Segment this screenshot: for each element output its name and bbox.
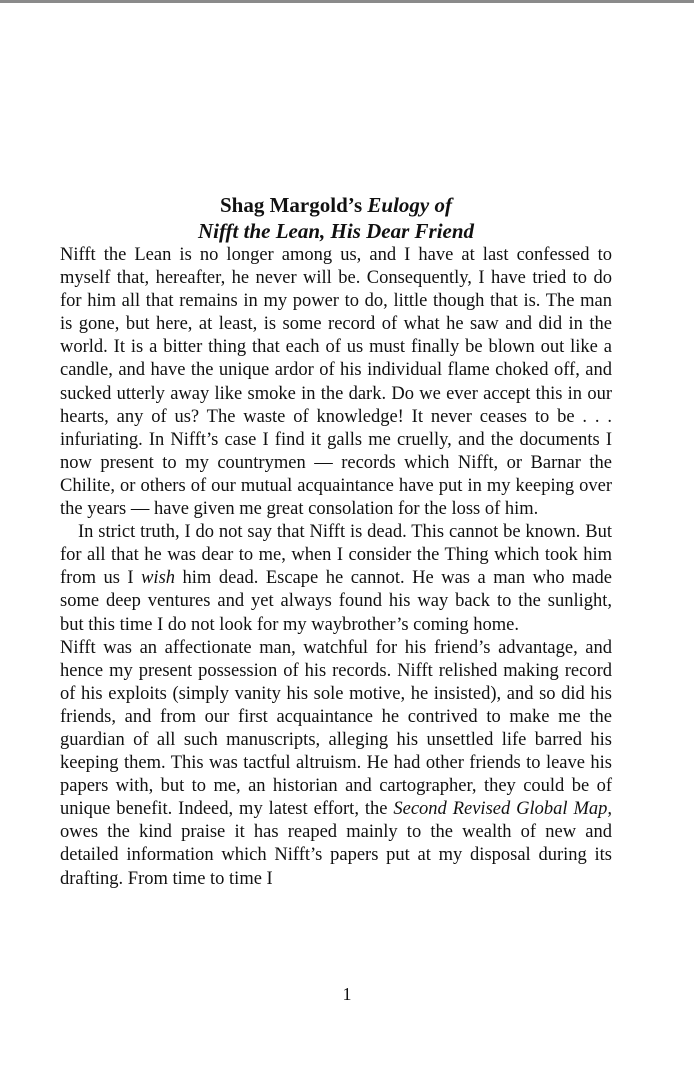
paragraph-2-start: In strict truth, I do not say that Nifft is dead. This cannot be known. But for all that he was dear to me, when I consider the Thing which took him from us I xyxy=(60,522,612,589)
title-subject-text: Nifft the Lean, His Dear Friend xyxy=(197,219,475,243)
paragraph-1: Nifft the Lean is no longer among us, and I have at last confessed to myself that, hereafter, he never will be. Consequently, I have tried to do for him all that remains in my power to do, little though that is. The man is gone, but here, at least, is some record of what he saw and did in the world. It is a bitter thing that each of us must finally be blown out like a candle, and have the unique ardor of his individual flame choked off, and sucked utterly away like smoke in the dark. Do we ever accept this in our hearts, any of us? The waste of knowledge! It never ceases to be . . . infuriating. In Nifft’s case I find it galls me cruelly, and the documents I now present to my countrymen — records which Nifft, or Barnar the Chilite, or others of our mutual acquaintance have put in my keeping over the years — have given me great consolation for the loss of him. xyxy=(60,245,612,520)
chapter-title-line-2 xyxy=(60,218,612,244)
chapter-title xyxy=(60,192,612,244)
paragraph-3-start: Nifft was an affectionate man, watchful for his friend’s advantage, and hence my present possession of his records. Nifft relished making record of his exploits (simply vanity his sole motive, he insisted), and so did his friends, and from our first acquaintance he contrived to make me the guardian of all such manuscripts, alleging his unsettled life barred his keeping them. This was tactful altruism. He had other friends to leave his papers with, but to me, an historian and cartographer, they could be of unique benefit. Indeed, my latest effort, the xyxy=(60,637,612,820)
title-author-text: Shag Margold’s xyxy=(220,193,368,217)
paragraph-3 xyxy=(60,637,612,891)
page-content xyxy=(60,192,612,891)
paragraph-2 xyxy=(60,521,612,636)
top-border-rule xyxy=(0,0,694,3)
body-text xyxy=(60,244,612,891)
paragraph-3-end: owes the kind praise it has reaped mainly to the wealth of new and detailed information which Nifft’s papers put at my disposal during its drafting. From time to time I xyxy=(60,822,612,889)
chapter-title-line-1 xyxy=(60,192,612,218)
page-number: 1 xyxy=(342,984,352,1004)
paragraph-2-end: him dead. Escape he cannot. He was a man who made some deep ventures and yet always found his way back to the sunlight, but this time I do not look for my waybrother’s coming home. xyxy=(60,568,613,635)
paragraph-3-map-title: Second Revised Global Map, xyxy=(393,799,612,820)
title-eulogy-text: Eulogy of xyxy=(367,193,452,217)
paragraph-2-emphasis: wish xyxy=(141,568,176,589)
